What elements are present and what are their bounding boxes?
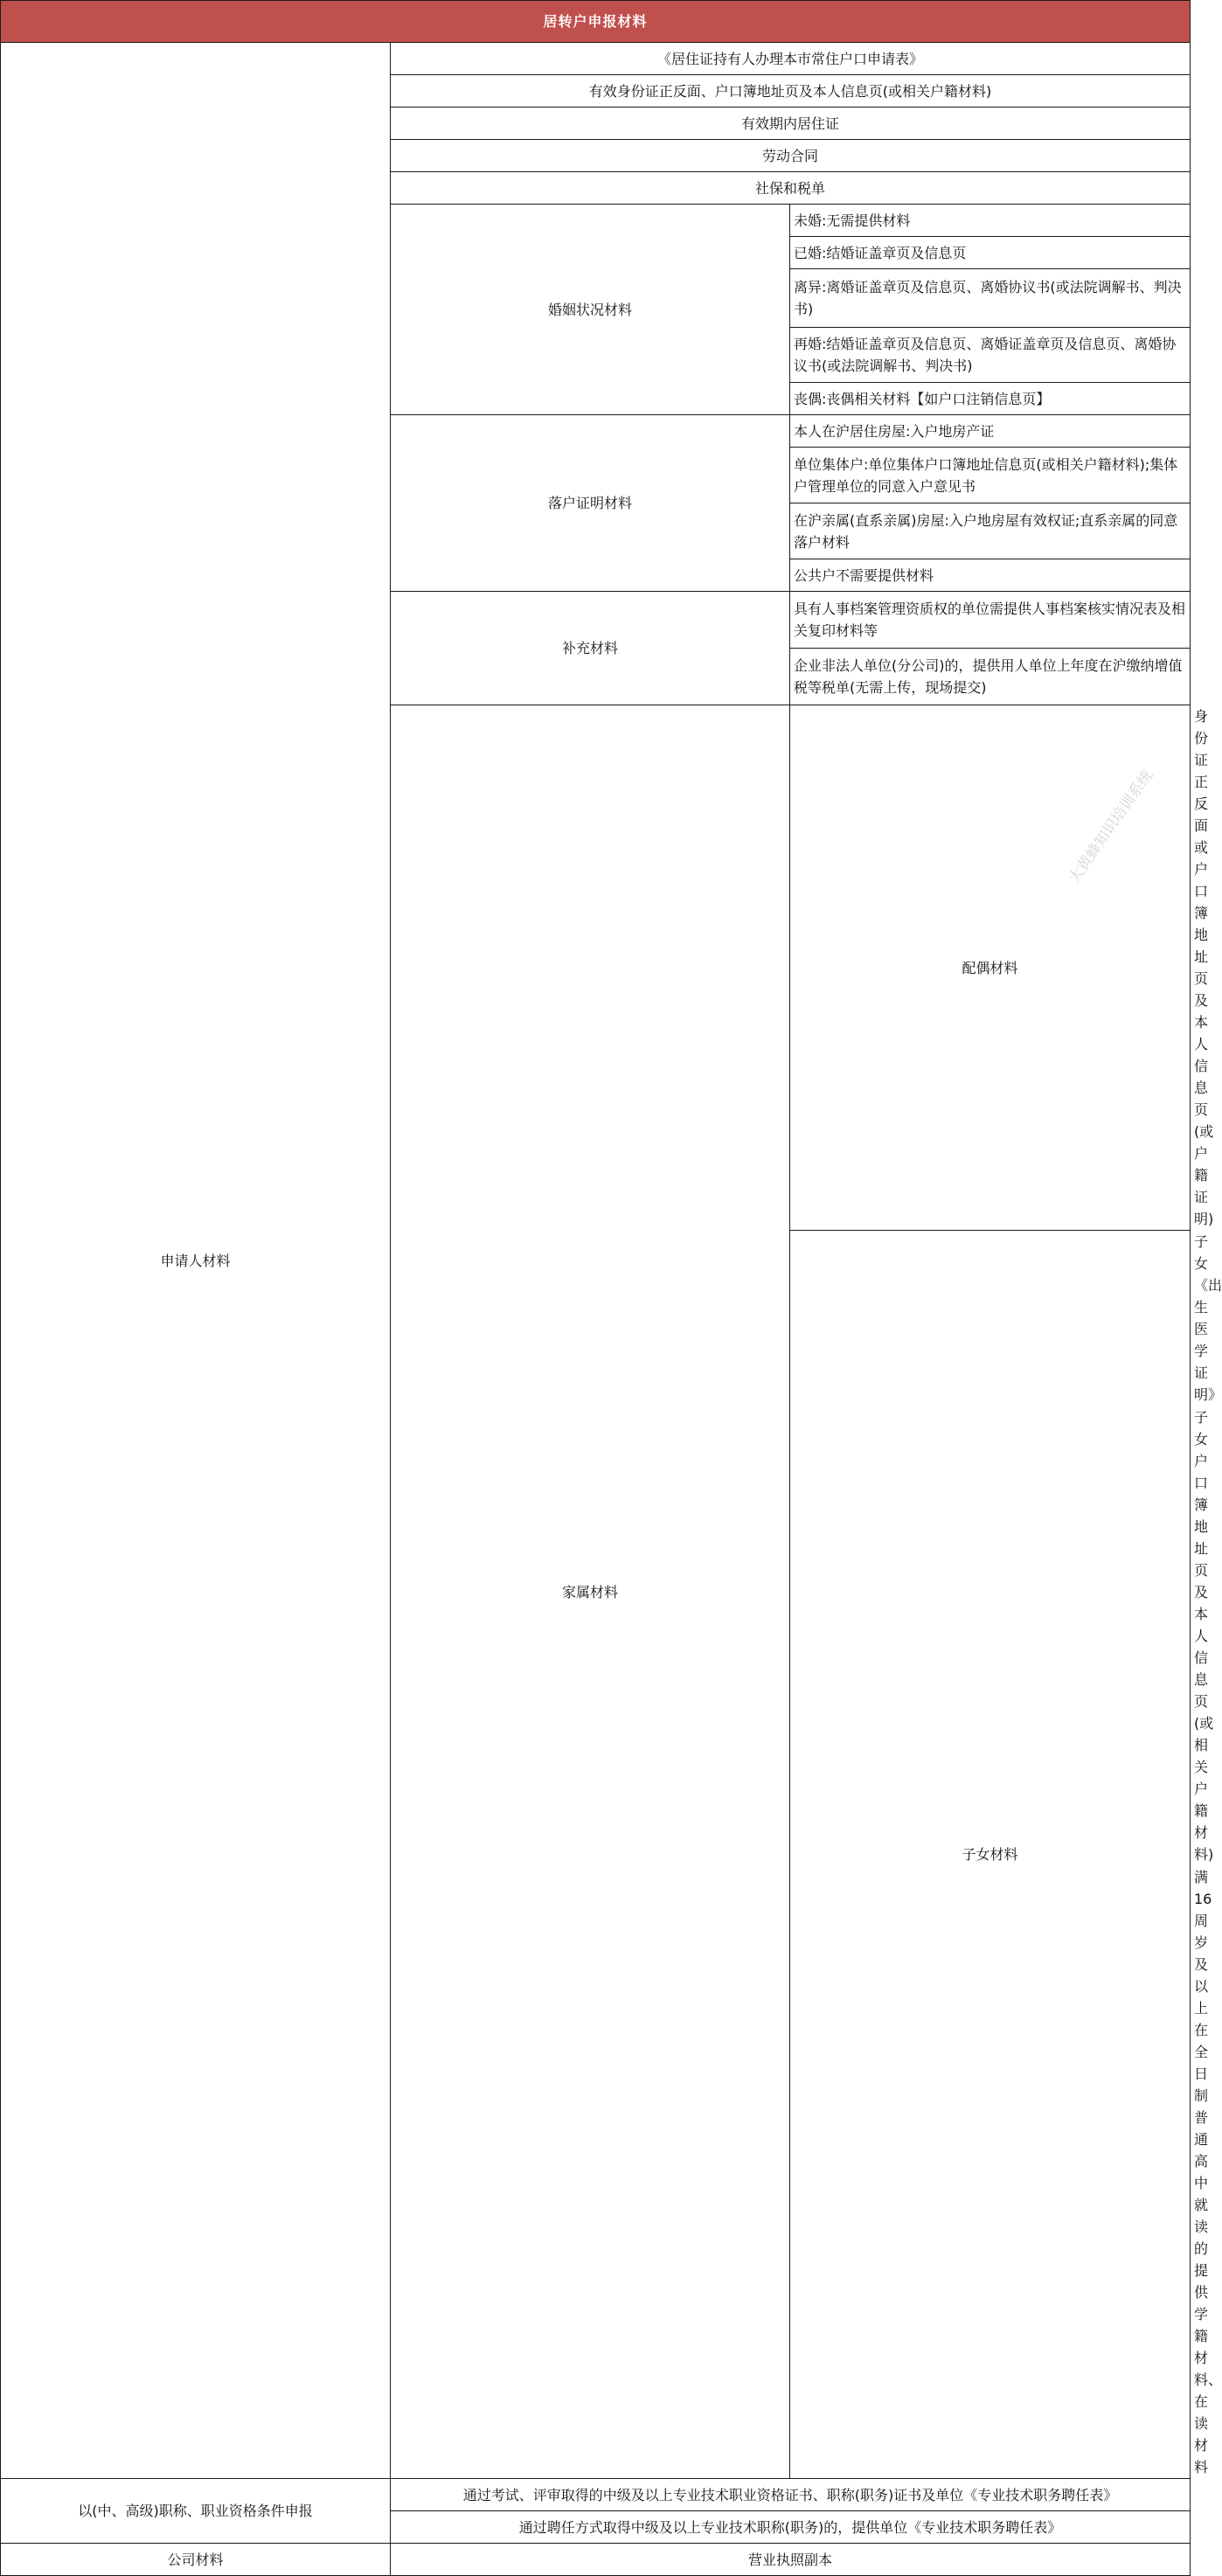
marriage-item: 丧偶:丧偶相关材料【如户口注销信息页】 [790,383,1191,415]
marriage-item: 再婚:结婚证盖章页及信息页、离婚证盖章页及信息页、离婚协议书(或法院调解书、判决书) [790,328,1191,383]
materials-table: 居转户申报材料 申请人材料 《居住证持有人办理本市常住户口申请表》 有效身份证正反面、户口簿地址页及本人信息页(或相关户籍材料) 有效期内居住证 劳动合同 社保和税单 婚姻状况材料 未婚:无需提供材料 已婚:结婚证盖章页及信息页 离异:离婚证盖章页及信息页、离婚协议书(或法院调解书、判决书) 再婚:结婚证盖章页及信息页、离婚证盖章页及信息页、离婚协议书(或法院调解书、判决书) 丧偶:丧偶相关材料【如户口注销信息页】 落户证明材料 本人在沪居住房屋:入户地房产证 单位集体户:单位集体户口簿地址信息页(或相关户籍材料);集体户管理单位的同意入户意见书 在沪亲属(直系亲属)房屋:入户地房屋有效权证;直系亲属的同意落户材料 公共户不需要提供材料 补充材料 具有人事档案管理资质权的单位需提供人事档案核实情况表及相关复印材料等 企业非法人单位(分公司)的，提供用人单位上年度在沪缴纳增值税等税单(无需上传，现场提交) 家属材料 配偶材料 身份证正反面或户口簿地址页及本人信息页(或户籍证明) 子女材料 子女《出生医学证明》 子女户口簿地址页及本人信息页(或相关户籍材料) 满 16 周岁及以上在全日制普通高中就读的提供学籍材料、在读材料 以(中、高级)职称、职业资格条件申报 通过考试、评审取得的中级及以上专业技术职业资格证书、职称(职务)证书及单位《专业技术职务聘任表》 通过聘任方式取得中级及以上专业技术职称(职务)的，提供单位《专业技术职务聘任表》 公司材料 营业执照副本 [0,0,1191,2576]
family-label: 家属材料 [391,705,790,2479]
settle-label: 落户证明材料 [391,415,790,592]
title-cond-label: 以(中、高级)职称、职业资格条件申报 [1,2479,391,2544]
children-label: 子女材料 [790,1231,1191,2479]
watermark-text: 大黄蜂知识培训系统 [1066,767,1157,887]
title-cond-item: 通过考试、评审取得的中级及以上专业技术职业资格证书、职称(职务)证书及单位《专业技术职务聘任表》 [391,2479,1191,2511]
company-item: 营业执照副本 [391,2544,1191,2576]
settle-item: 公共户不需要提供材料 [790,559,1191,592]
applicant-label: 申请人材料 [1,43,391,2479]
sheet-title: 居转户申报材料 [1,1,1191,43]
settle-item: 在沪亲属(直系亲属)房屋:入户地房屋有效权证;直系亲属的同意落户材料 [790,503,1191,559]
supplement-item: 具有人事档案管理资质权的单位需提供人事档案核实情况表及相关复印材料等 [790,592,1191,649]
applicant-item: 劳动合同 [391,140,1191,172]
company-label: 公司材料 [1,2544,391,2576]
supplement-label: 补充材料 [391,592,790,705]
marriage-item: 已婚:结婚证盖章页及信息页 [790,237,1191,269]
settle-item: 本人在沪居住房屋:入户地房产证 [790,415,1191,448]
marriage-item: 离异:离婚证盖章页及信息页、离婚协议书(或法院调解书、判决书) [790,269,1191,328]
marriage-item: 未婚:无需提供材料 [790,205,1191,237]
supplement-item: 企业非法人单位(分公司)的，提供用人单位上年度在沪缴纳增值税等税单(无需上传，现场提交) [790,649,1191,705]
settle-item: 单位集体户:单位集体户口簿地址信息页(或相关户籍材料);集体户管理单位的同意入户意见书 [790,448,1191,503]
spouse-label: 配偶材料 [790,705,1191,1231]
applicant-item: 社保和税单 [391,172,1191,205]
marriage-label: 婚姻状况材料 [391,205,790,415]
applicant-item: 《居住证持有人办理本市常住户口申请表》 [391,43,1191,75]
applicant-item: 有效期内居住证 [391,108,1191,140]
title-cond-item: 通过聘任方式取得中级及以上专业技术职称(职务)的，提供单位《专业技术职务聘任表》 [391,2511,1191,2544]
applicant-item: 有效身份证正反面、户口簿地址页及本人信息页(或相关户籍材料) [391,75,1191,108]
